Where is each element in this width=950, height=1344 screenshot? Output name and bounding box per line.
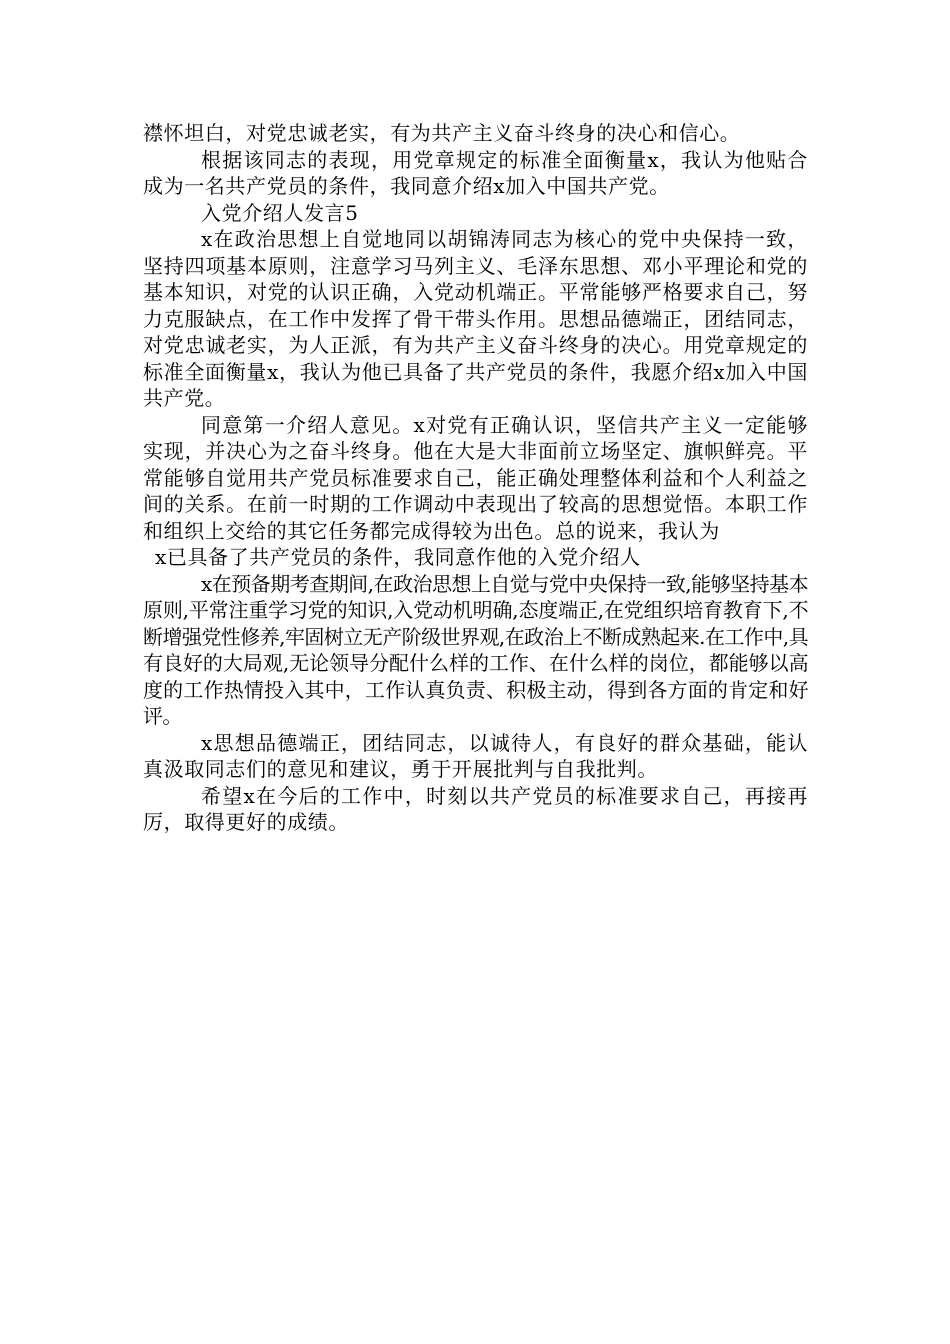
paragraph-1: 襟怀坦白，对党忠诚老实，有为共产主义奋斗终身的决心和信心。 xyxy=(143,121,741,145)
section-heading: 入党介绍人发言5 xyxy=(201,200,359,225)
document-body xyxy=(143,120,808,836)
paragraph-6: x在预备期考查期间,在政治思想上自觉与党中央保持一致,能够坚持基本原则,平常注重学习党的知识,入党动机明确,态度端正,在党组织培育教育下,不断增强党性修养,牢固树立无产阶级世界观,在政治上不断成熟起来.在工作中,具有良好的大局观,无论领导分配什么样的工作、在什么样的岗位，都能够以高度的工作热情投入其中，工作认真负责、积极主动，得到各方面的肯定和好评。 xyxy=(143,571,808,728)
paragraph-8: 希望x在今后的工作中，时刻以共产党员的标准要求自己，再接再厉，取得更好的成绩。 xyxy=(143,783,808,834)
paragraph-2: 根据该同志的表现，用党章规定的标准全面衡量x，我认为他贴合成为一名共产党员的条件，我同意介绍x加入中国共产党。 xyxy=(143,147,808,198)
paragraph-3: x在政治思想上自觉地同以胡锦涛同志为核心的党中央保持一致，坚持四项基本原则，注意学习马列主义、毛泽东思想、邓小平理论和党的基本知识，对党的认识正确，入党动机端正。平常能够严格要求自己，努力克服缺点，在工作中发挥了骨干带头作用。思想品德端正，团结同志，对党忠诚老实，为人正派，有为共产主义奋斗终身的决心。用党章规定的标准全面衡量x，我认为他已具备了共产党员的条件，我愿介绍x加入中国共产党。 xyxy=(143,227,808,410)
paragraph-5: x已具备了共产党员的条件，我同意作他的入党介绍人 xyxy=(155,545,641,569)
paragraph-4: 同意第一介绍人意见。x对党有正确认识，坚信共产主义一定能够实现，并决心为之奋斗终身。他在大是大非面前立场坚定、旗帜鲜亮。平常能够自觉用共产党员标准要求自己，能正确处理整体利益和个人利益之间的关系。在前一时期的工作调动中表现出了较高的思想觉悟。本职工作和组织上交给的其它任务都完成得较为出色。总的说来，我认为 xyxy=(143,412,808,543)
paragraph-7: x思想品德端正，团结同志，以诚待人，有良好的群众基础，能认真汲取同志们的意见和建议，勇于开展批判与自我批判。 xyxy=(143,730,808,781)
